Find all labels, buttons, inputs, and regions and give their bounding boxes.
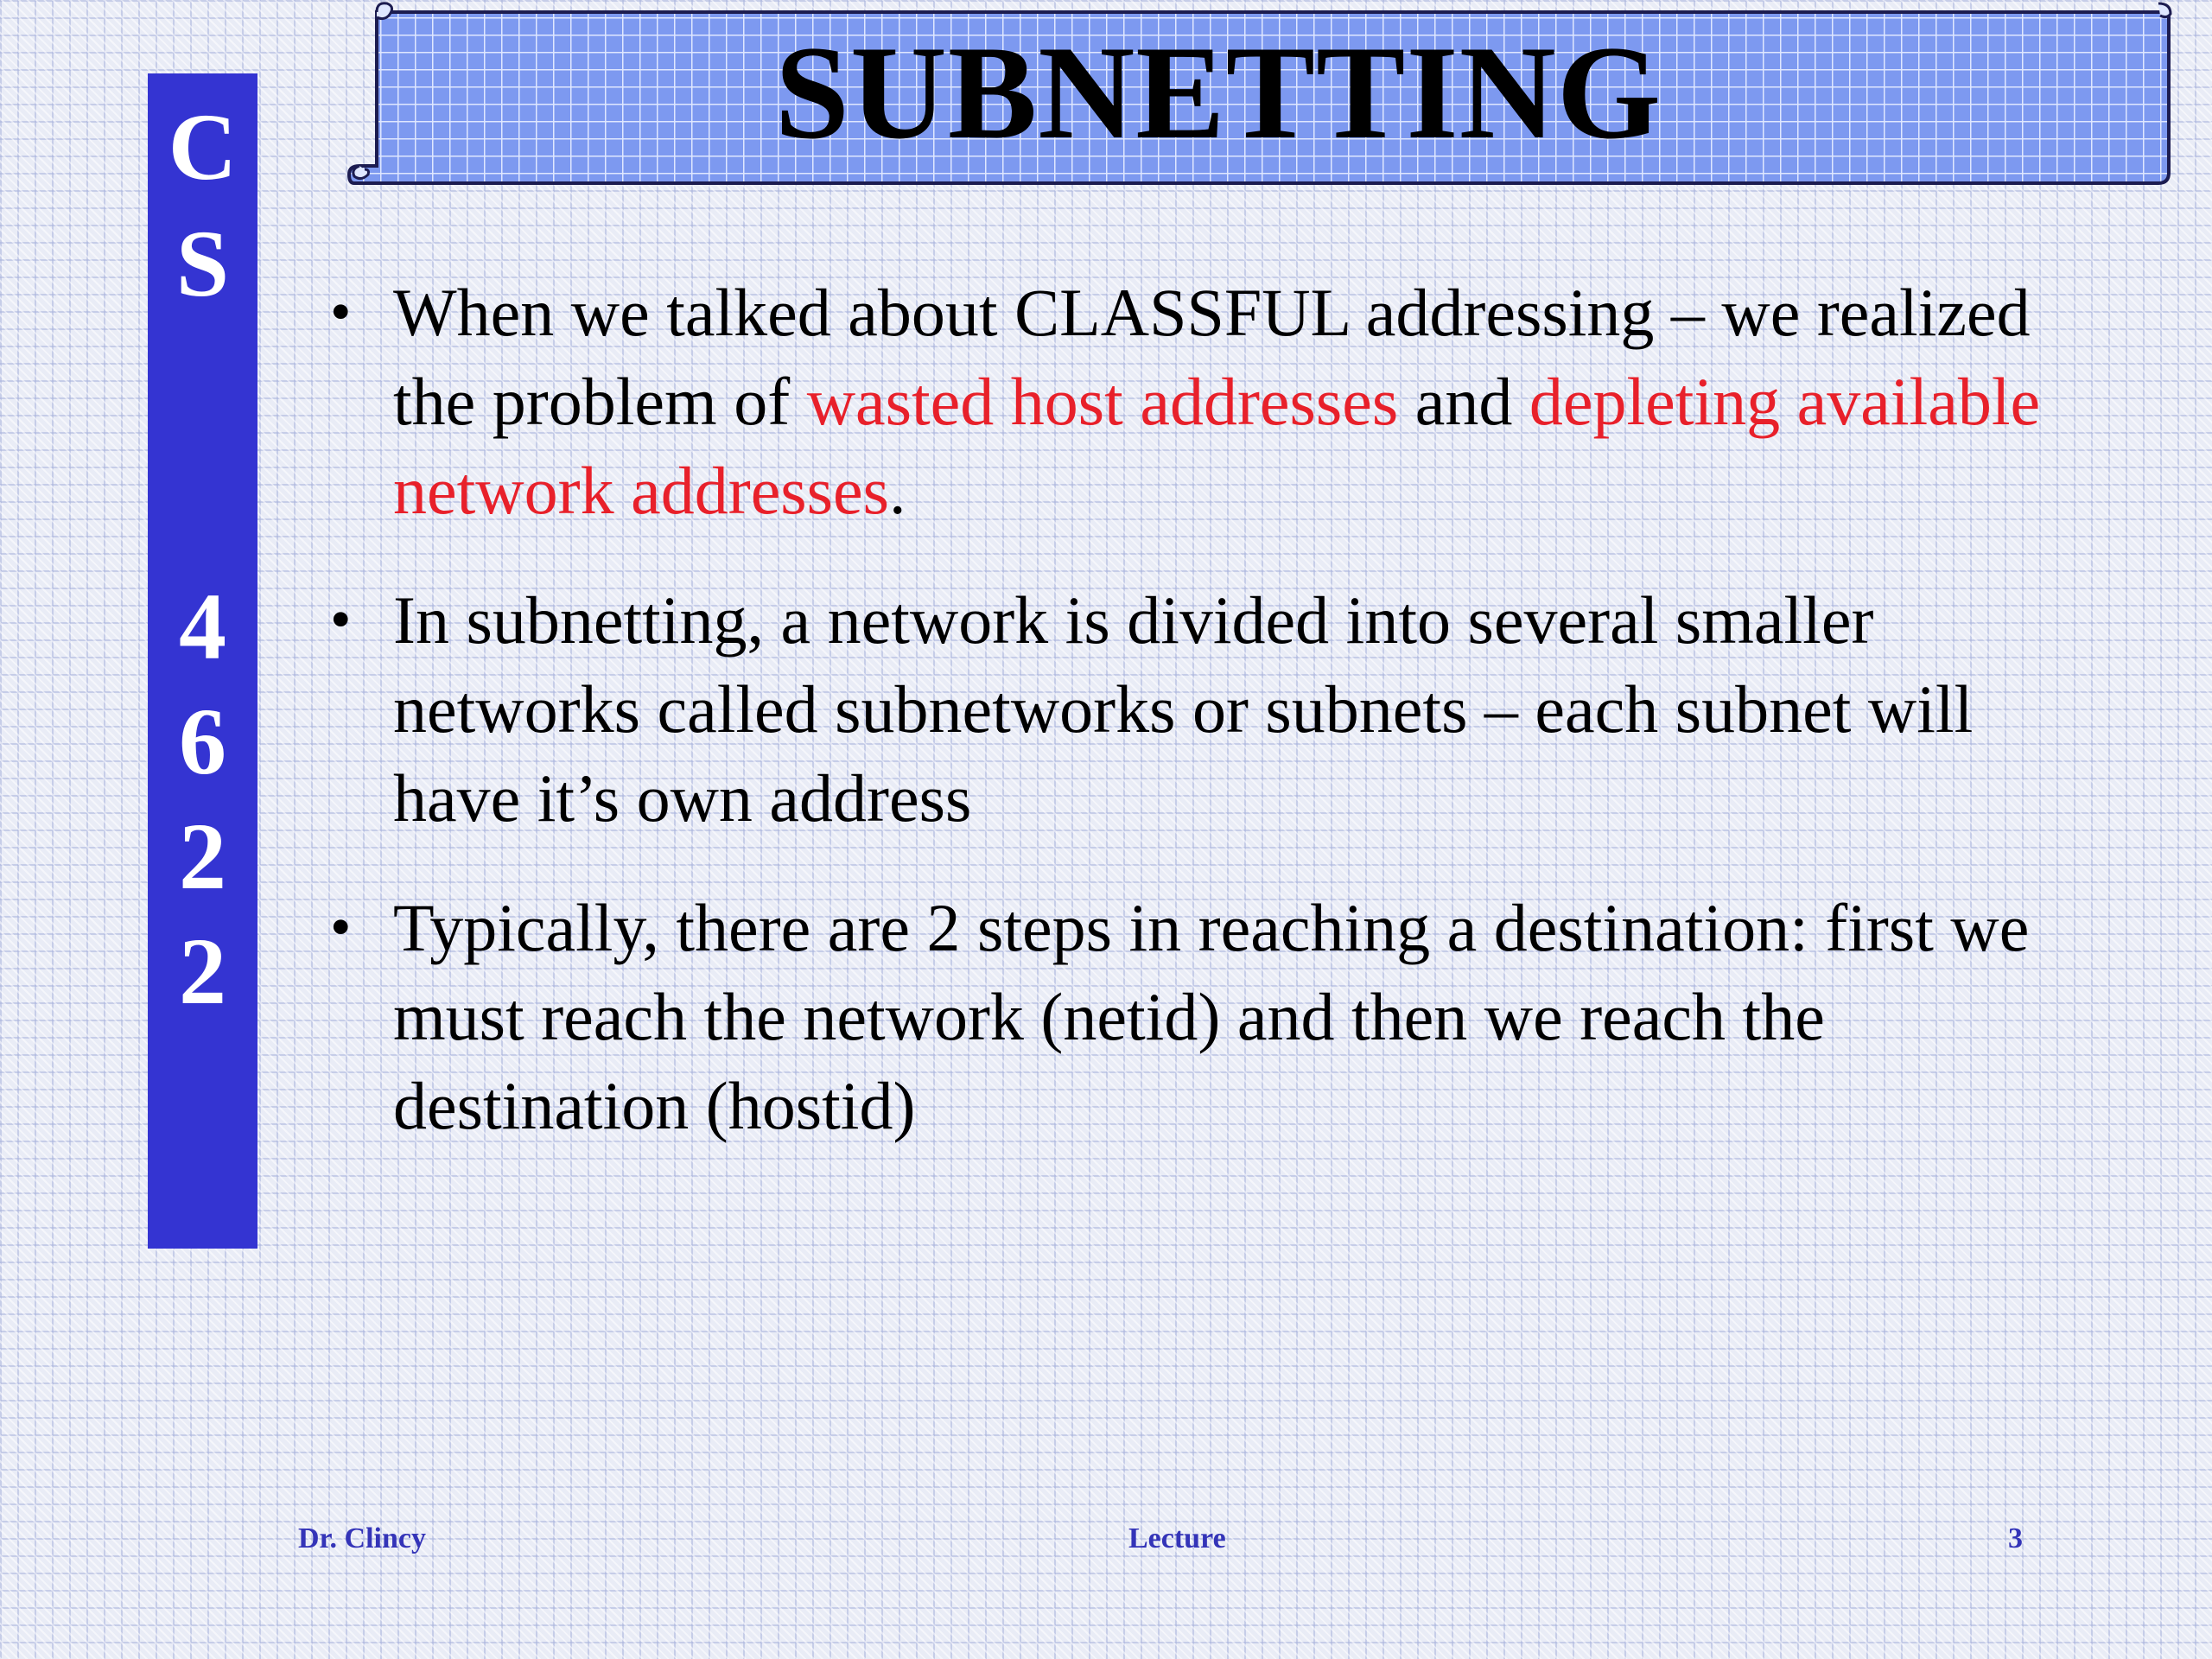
course-number-digit: 6 xyxy=(179,689,226,794)
bullet-text: . xyxy=(889,453,906,528)
course-letter: C xyxy=(168,94,238,200)
course-number-digit: 2 xyxy=(179,804,226,909)
bullet-item xyxy=(328,575,2091,842)
footer-page-number: 3 xyxy=(2008,1522,2023,1554)
footer-lecture: Lecture xyxy=(1128,1522,1226,1554)
highlighted-text: wasted host addresses xyxy=(806,364,1399,439)
title-banner xyxy=(346,0,2177,194)
course-letter: S xyxy=(175,211,230,316)
bullet-text: Typically, there are 2 steps in reaching a destination: first we must reach the network (netid) and then we reach the destination (hostid) xyxy=(393,890,2030,1143)
footer-author: Dr. Clincy xyxy=(298,1522,426,1554)
bullet-item xyxy=(328,268,2091,535)
bullet-item xyxy=(328,883,2091,1150)
bullet-text: In subnetting, a network is divided into several smaller networks called subnetworks or subnets – each subnet will have it’s own address xyxy=(393,582,1974,836)
bullet-marker: • xyxy=(330,894,352,961)
bullet-list xyxy=(328,268,2091,1191)
course-code-bar xyxy=(148,73,257,1249)
bullet-marker: • xyxy=(330,279,352,346)
bullet-marker: • xyxy=(330,587,352,653)
course-number-digit: 2 xyxy=(179,918,226,1024)
bullet-text: When we talked about CLASSFUL addressing – we realized the problem of xyxy=(393,275,2031,439)
slide-title: SUBNETTING xyxy=(774,18,1662,167)
highlighted-text: depleting available network addresses xyxy=(393,364,2041,528)
bullet-text: and xyxy=(1398,364,1529,439)
course-number-digit: 4 xyxy=(179,574,226,679)
